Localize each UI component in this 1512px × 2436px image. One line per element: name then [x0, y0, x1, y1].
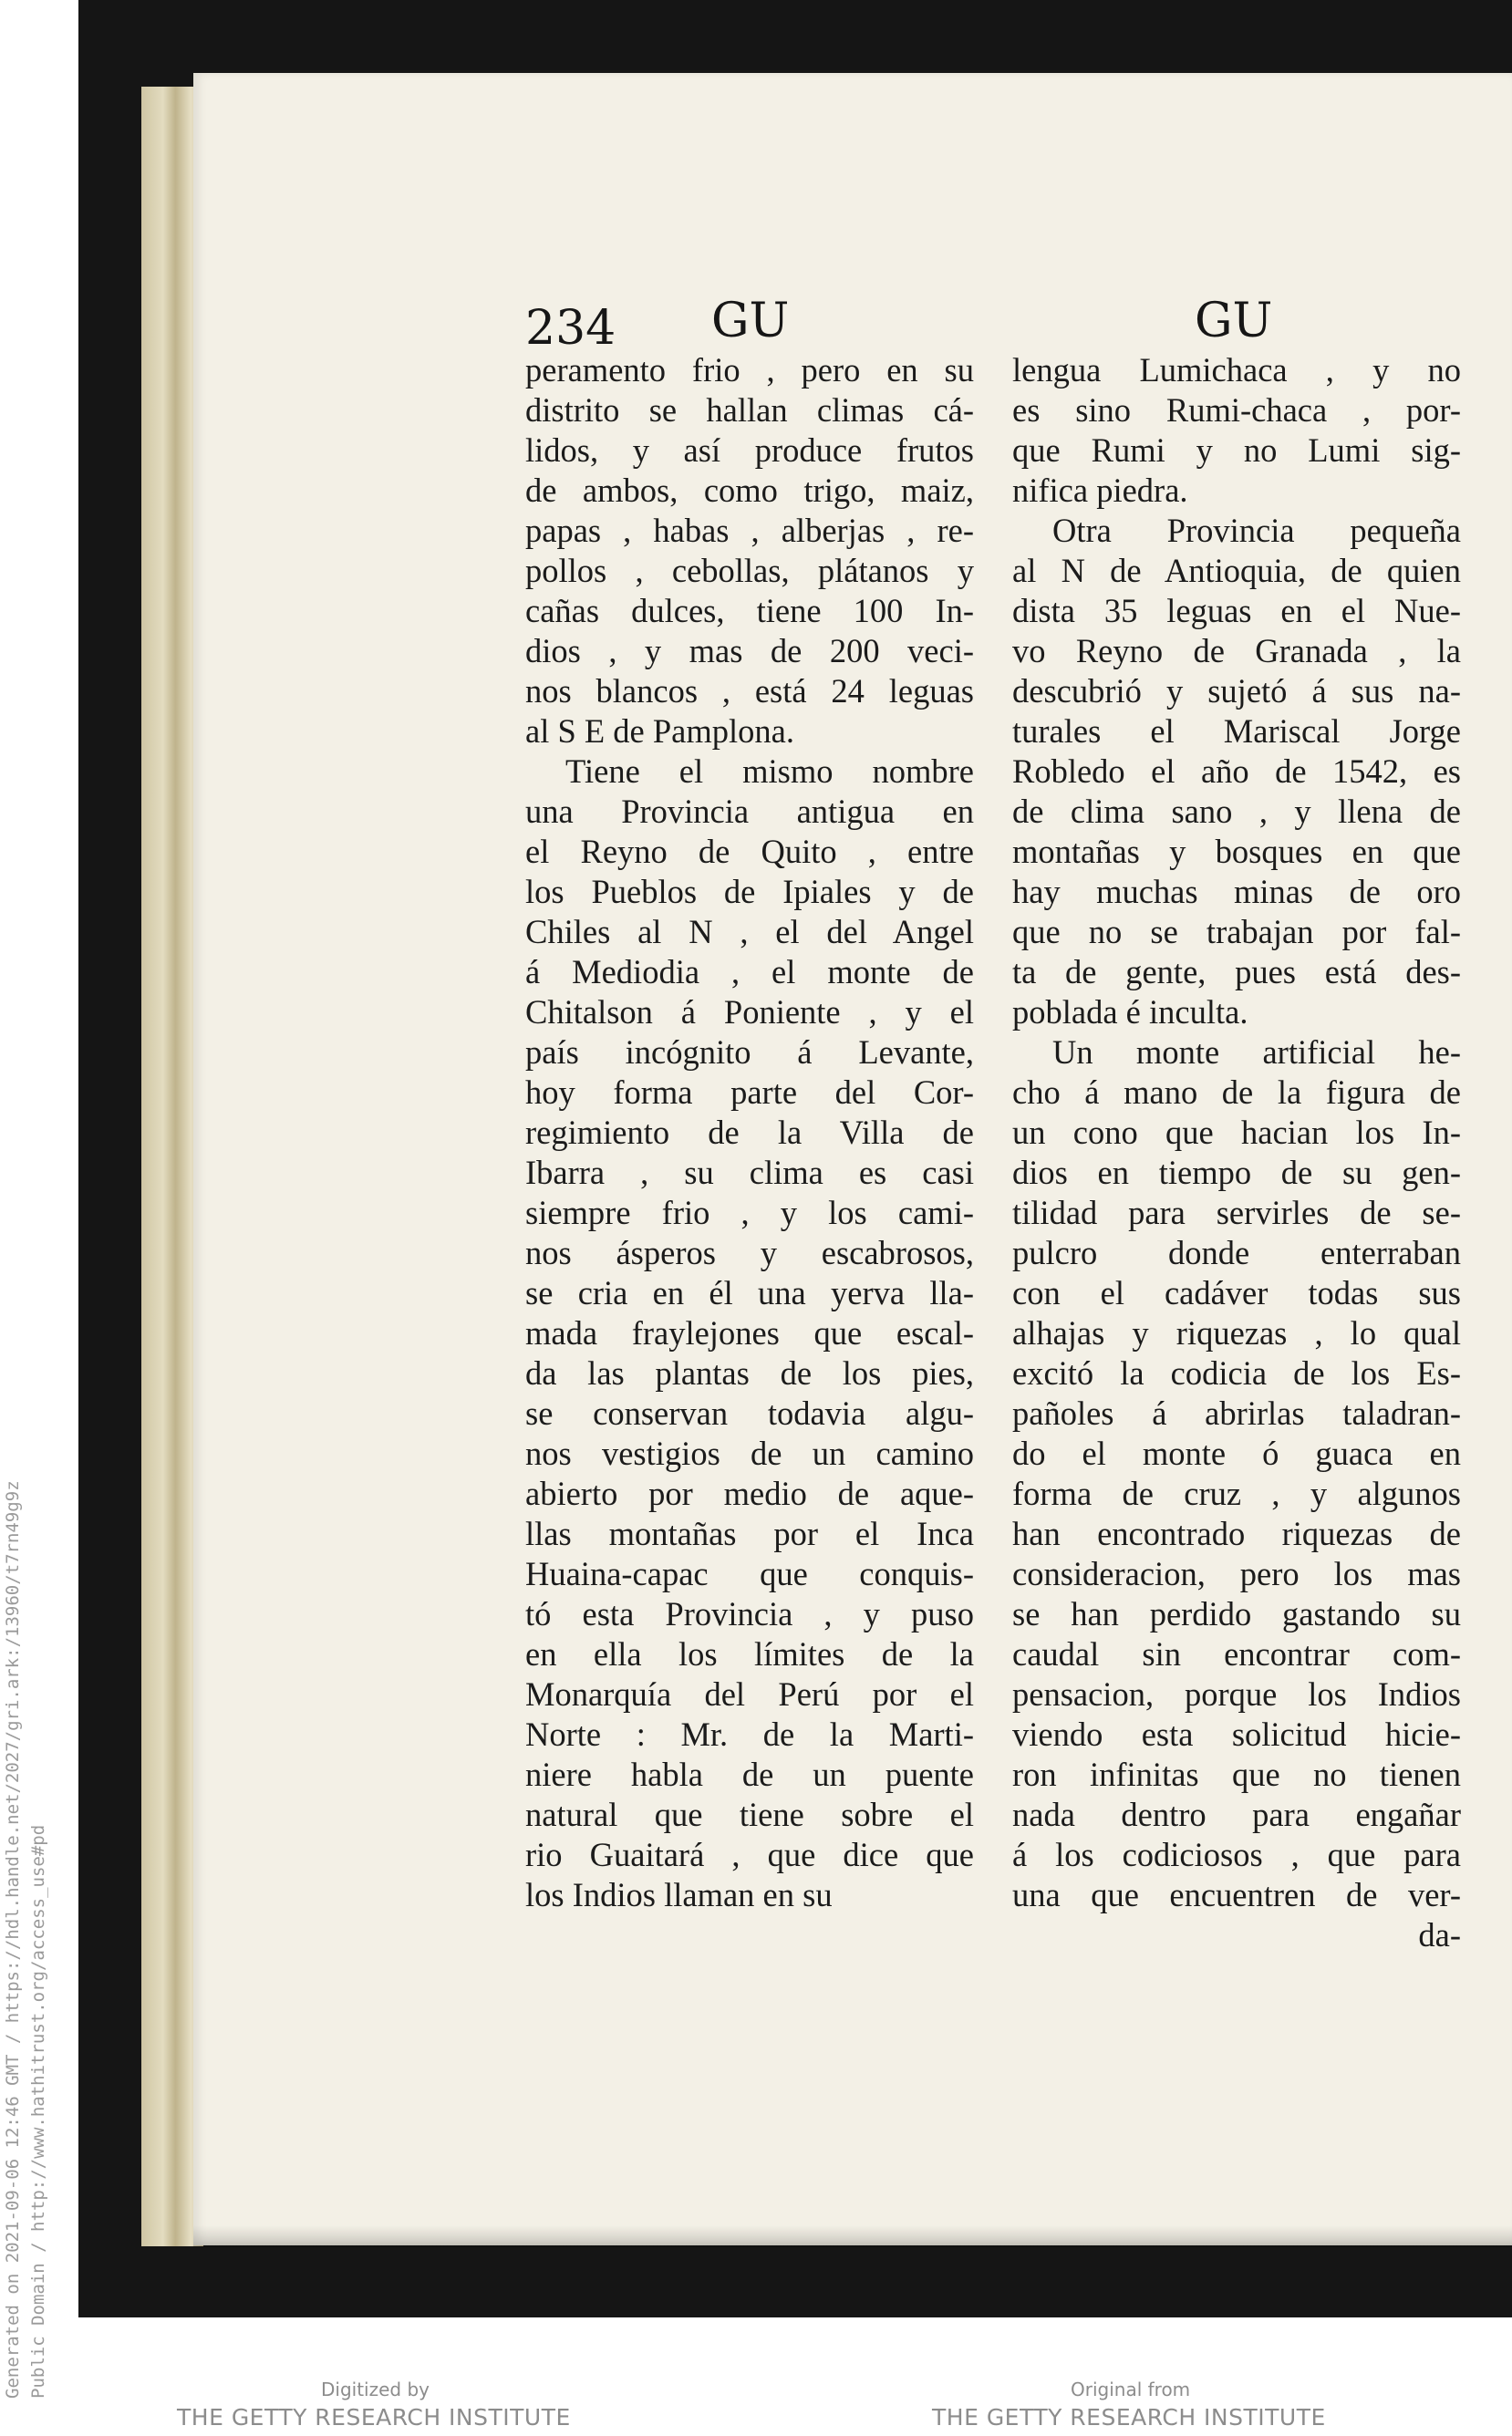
- text-line: Chitalson á Poniente , y el: [525, 993, 974, 1031]
- text-line: es sino Rumi-chaca , por-: [1012, 391, 1461, 429]
- page-number: 234: [525, 301, 616, 356]
- text-line: se conservan todavia algu-: [525, 1394, 974, 1432]
- text-line: Un monte artificial he-: [1052, 1033, 1461, 1071]
- text-line: pañoles á abrirlas taladran-: [1012, 1394, 1461, 1432]
- text-line: Chiles al N , el del Angel: [525, 913, 974, 950]
- text-line: de clima sano , y llena de: [1012, 793, 1461, 830]
- text-line: dios , y mas de 200 veci-: [525, 632, 974, 669]
- watermark-line-2: Public Domain / http://www.hathitrust.org/access_use#pd: [28, 1824, 48, 2399]
- text-line: poblada é inculta.: [1012, 993, 1248, 1031]
- text-line: al S E de Pamplona.: [525, 712, 794, 750]
- original-source: THE GETTY RESEARCH INSTITUTE: [932, 2404, 1326, 2431]
- text-line: mada fraylejones que escal-: [525, 1314, 974, 1352]
- running-head-left: GU: [711, 294, 790, 348]
- text-line: papas , habas , alberjas , re-: [525, 512, 974, 549]
- text-line: distrito se hallan climas cá-: [525, 391, 974, 429]
- text-line: nos ásperos y escabrosos,: [525, 1234, 974, 1271]
- text-line: forma de cruz , y algunos: [1012, 1475, 1461, 1512]
- text-line: nifica piedra.: [1012, 472, 1188, 509]
- text-line: dios en tiempo de su gen-: [1012, 1154, 1461, 1191]
- text-line: nada dentro para engañar: [1012, 1796, 1461, 1833]
- text-line: Monarquía del Perú por el: [525, 1675, 974, 1713]
- text-line: un cono que hacian los In-: [1012, 1114, 1461, 1151]
- text-line: al N de Antioquia, de quien: [1012, 552, 1461, 589]
- text-line: Robledo el año de 1542, es: [1012, 752, 1461, 790]
- watermark-line-1: Generated on 2021-09-06 12:46 GMT / https://hdl.handle.net/2027/gri.ark:/13960/t7rn49g9z: [3, 1480, 23, 2399]
- text-line: ta de gente, pues está des-: [1012, 953, 1461, 990]
- text-line: consideracion, pero los mas: [1012, 1555, 1461, 1592]
- text-line: se han perdido gastando su: [1012, 1595, 1461, 1633]
- running-head-right: GU: [1195, 294, 1273, 348]
- text-line: ron infinitas que no tienen: [1012, 1756, 1461, 1793]
- text-line: abierto por medio de aque-: [525, 1475, 974, 1512]
- text-line: peramento frio , pero en su: [525, 351, 974, 389]
- text-line: da-: [1418, 1916, 1461, 1954]
- text-line: pollos , cebollas, plátanos y: [525, 552, 974, 589]
- text-line: que Rumi y no Lumi sig-: [1012, 431, 1461, 469]
- text-line: una Provincia antigua en: [525, 793, 974, 830]
- text-line: cañas dulces, tiene 100 In-: [525, 592, 974, 629]
- text-line: caudal sin encontrar com-: [1012, 1635, 1461, 1673]
- original-label: Original from: [1071, 2379, 1191, 2400]
- text-line: lidos, y así produce frutos: [525, 431, 974, 469]
- right-column: [1012, 350, 1461, 1955]
- text-line: los Pueblos de Ipiales y de: [525, 873, 974, 910]
- text-line: hoy forma parte del Cor-: [525, 1073, 974, 1111]
- text-line: turales el Mariscal Jorge: [1012, 712, 1461, 750]
- text-line: á los codiciosos , que para: [1012, 1836, 1461, 1873]
- text-line: descubrió y sujetó á sus na-: [1012, 672, 1461, 710]
- text-line: llas montañas por el Inca: [525, 1515, 974, 1552]
- text-line: tilidad para servirles de se-: [1012, 1194, 1461, 1231]
- text-line: montañas y bosques en que: [1012, 833, 1461, 870]
- text-line: á Mediodia , el monte de: [525, 953, 974, 990]
- text-line: cho á mano de la figura de: [1012, 1073, 1461, 1111]
- text-line: tó esta Provincia , y puso: [525, 1595, 974, 1633]
- text-line: niere habla de un puente: [525, 1756, 974, 1793]
- text-line: que no se trabajan por fal-: [1012, 913, 1461, 950]
- text-line: los Indios llaman en su: [525, 1876, 833, 1913]
- text-line: rio Guaitará , que dice que: [525, 1836, 974, 1873]
- text-line: de ambos, como trigo, maiz,: [525, 472, 974, 509]
- text-line: lengua Lumichaca , y no: [1012, 351, 1461, 389]
- text-line: se cria en él una yerva lla-: [525, 1274, 974, 1311]
- watermark-note: [0, 1480, 51, 2399]
- text-line: Huaina-capac que conquis-: [525, 1555, 974, 1592]
- text-line: Tiene el mismo nombre: [565, 752, 974, 790]
- text-line: regimiento de la Villa de: [525, 1114, 974, 1151]
- text-line: hay muchas minas de oro: [1012, 873, 1461, 910]
- text-line: vo Reyno de Granada , la: [1012, 632, 1461, 669]
- text-line: excitó la codicia de los Es-: [1012, 1354, 1461, 1392]
- text-line: el Reyno de Quito , entre: [525, 833, 974, 870]
- text-line: viendo esta solicitud hicie-: [1012, 1716, 1461, 1753]
- text-line: pulcro donde enterraban: [1012, 1234, 1461, 1271]
- text-line: Norte : Mr. de la Marti-: [525, 1716, 974, 1753]
- page-shadow: [193, 2225, 1512, 2247]
- text-line: Ibarra , su clima es casi: [525, 1154, 974, 1191]
- text-line: natural que tiene sobre el: [525, 1796, 974, 1833]
- text-line: siempre frio , y los cami-: [525, 1194, 974, 1231]
- text-line: Otra Provincia pequeña: [1052, 512, 1461, 549]
- text-line: alhajas y riquezas , lo qual: [1012, 1314, 1461, 1352]
- text-line: nos blancos , está 24 leguas: [525, 672, 974, 710]
- text-line: pensacion, porque los Indios: [1012, 1675, 1461, 1713]
- text-line: da las plantas de los pies,: [525, 1354, 974, 1392]
- digitized-source: THE GETTY RESEARCH INSTITUTE: [177, 2404, 571, 2431]
- text-line: do el monte ó guaca en: [1012, 1435, 1461, 1472]
- text-line: en ella los límites de la: [525, 1635, 974, 1673]
- text-line: dista 35 leguas en el Nue-: [1012, 592, 1461, 629]
- text-line: han encontrado riquezas de: [1012, 1515, 1461, 1552]
- text-line: una que encuentren de ver-: [1012, 1876, 1461, 1913]
- left-column: [525, 350, 974, 1915]
- text-line: con el cadáver todas sus: [1012, 1274, 1461, 1311]
- text-line: país incógnito á Levante,: [525, 1033, 974, 1071]
- digitized-label: Digitized by: [321, 2379, 430, 2400]
- text-line: nos vestigios de un camino: [525, 1435, 974, 1472]
